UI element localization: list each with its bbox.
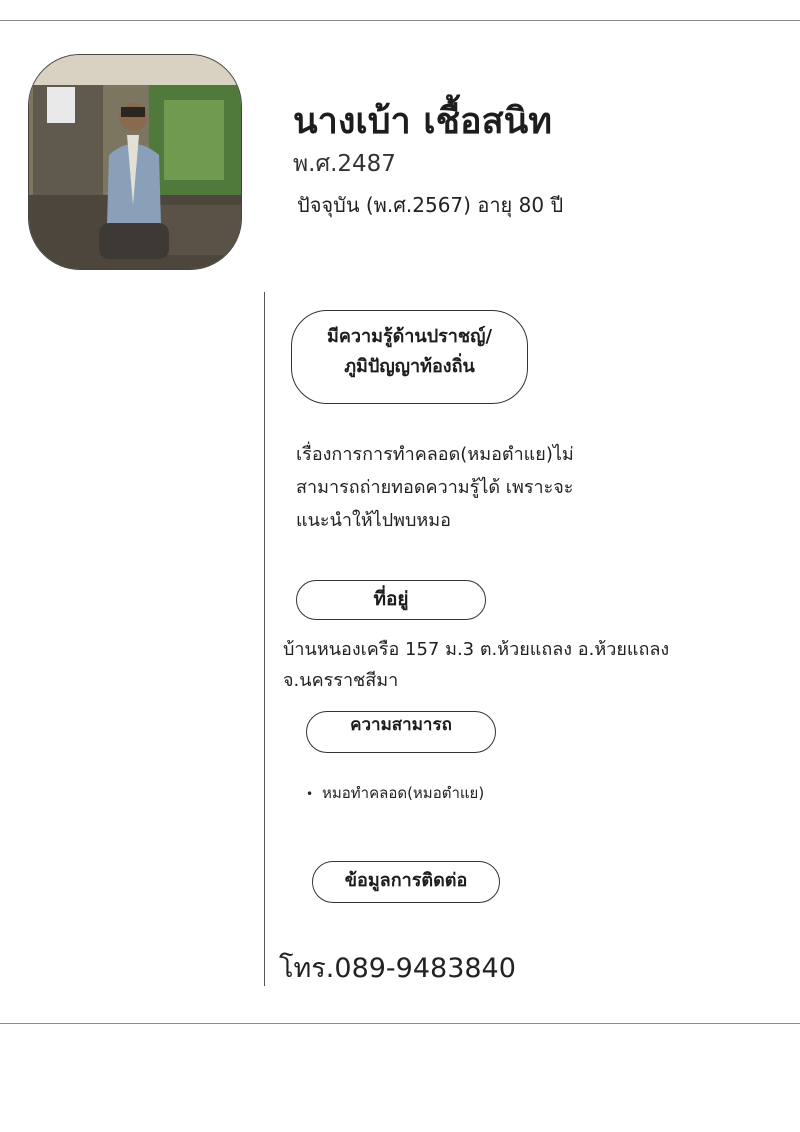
address-heading: ที่อยู่ <box>296 580 486 620</box>
bottom-divider <box>0 1023 800 1024</box>
contact-heading: ข้อมูลการติดต่อ <box>312 861 500 903</box>
top-divider <box>0 20 800 21</box>
birth-year: พ.ศ.2487 <box>293 151 396 177</box>
wisdom-line: แนะนำให้ไปพบหมอ <box>296 510 451 531</box>
wisdom-heading-line-2: ภูมิปัญญาท้องถิ่น <box>344 356 475 377</box>
vertical-divider <box>264 292 265 986</box>
ability-heading: ความสามารถ <box>306 711 496 753</box>
current-age: ปัจจุบัน (พ.ศ.2567) อายุ 80 ปี <box>297 193 564 217</box>
wisdom-description <box>296 438 574 537</box>
ability-list <box>306 781 484 805</box>
phone-number: โทร.089-9483840 <box>279 953 516 984</box>
address-line: บ้านหนองเครือ 157 ม.3 ต.ห้วยแถลง อ.ห้วยแถลง <box>283 639 670 660</box>
address-line: จ.นครราชสีมา <box>283 670 399 691</box>
profile-photo <box>28 54 242 270</box>
list-item: • หมอทำคลอด(หมอตำแย) <box>306 781 484 805</box>
address-text <box>283 634 669 696</box>
wisdom-heading-line-1: มีความรู้ด้านปราชญ์/ <box>326 326 493 347</box>
wisdom-line: สามารถถ่ายทอดความรู้ได้ เพราะจะ <box>296 477 574 498</box>
person-name: นางเบ้า เชื้อสนิท <box>293 101 552 142</box>
wisdom-line: เรื่องการการทำคลอด(หมอตำแย)ไม่ <box>296 444 574 465</box>
wisdom-heading <box>291 310 528 404</box>
